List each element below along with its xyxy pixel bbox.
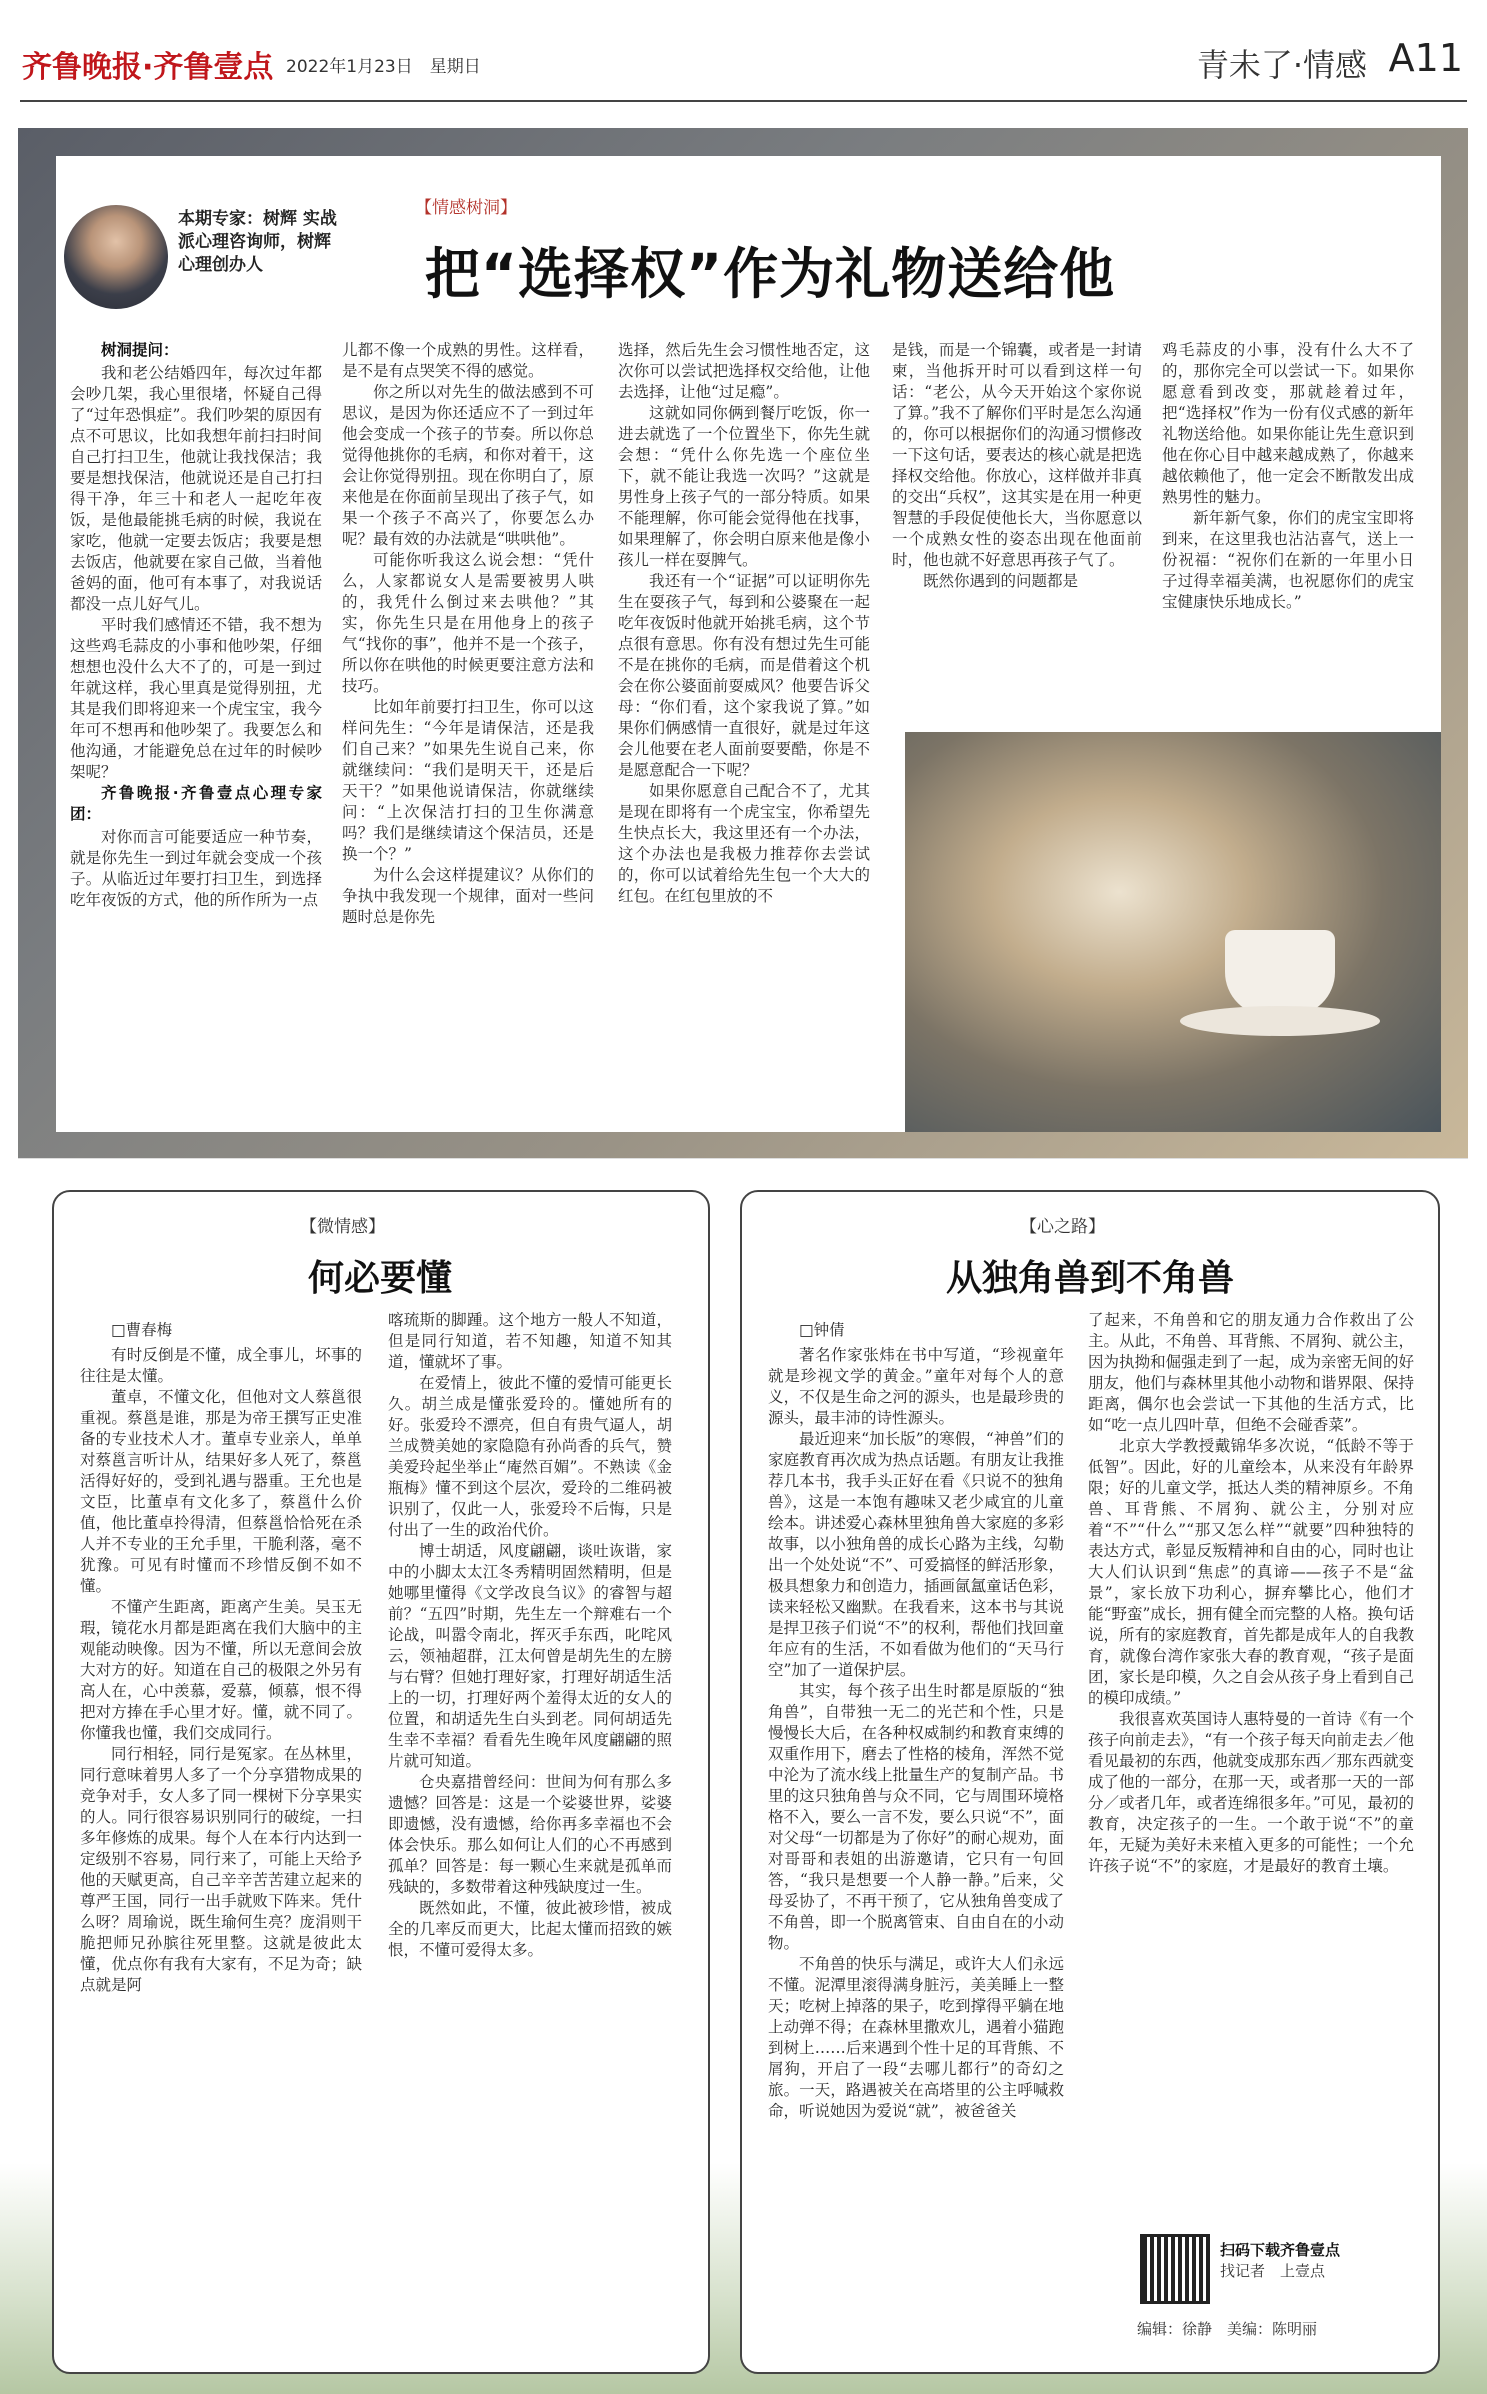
qr-title: 扫码下载齐鲁壹点 xyxy=(1220,2241,1341,2259)
masthead xyxy=(0,0,1487,120)
right-column-label: 【心之路】 xyxy=(1020,1217,1105,1237)
paragraph: 不角兽的快乐与满足，或许大人们永远不懂。泥潭里滚得满身脏污，美美睡上一整天；吃树上掉落的果子，吃到撑得平躺在地上动弹不得；在森林里撒欢儿，遇着小猫跑到树上……后来遇到个性十足的耳背熊、不屑狗，开启了一段“去哪儿都行”的奇幻之旅。一天，路遇被关在高塔里的公主呼喊救命，听说她因为爱说“就”，被爸爸关 xyxy=(768,1955,1064,2120)
section-divider xyxy=(18,1158,1468,1159)
saucer-image xyxy=(1180,1006,1380,1036)
editor-credits: 编辑：徐静 美编：陈明丽 xyxy=(1137,2320,1318,2338)
paragraph: 为什么会这样提建议？从你们的争执中我发现一个规律，面对一些问题时总是你先 xyxy=(342,866,594,926)
right-article-author: □钟倩 xyxy=(799,1321,845,1339)
paragraph: 在爱情上，彼此不懂的爱情可能更长久。胡兰成是懂张爱玲的。懂她所有的好。张爱玲不漂亮，但自有贵气逼人，胡兰成赞美她的家隐隐有孙尚香的兵气，赞美爱玲起坐举止“庵然百媚”。不熟读《金瓶梅》懂不到这个层次，爱玲的二维码被识别了，仅此一人，张爱玲不后悔，只是付出了一生的政治代价。 xyxy=(388,1374,672,1539)
paragraph: 你之所以对先生的做法感到不可思议，是因为你还适应不了一到过年他会变成一个孩子的节奏。所以你总觉得他挑你的毛病，和你对着干，这会让你觉得别扭。现在你明白了，原来他是在你面前呈现出了孩子气，如果一个孩子不高兴了，你要怎么办呢？最有效的办法就是“哄哄他”。 xyxy=(342,383,594,548)
feature-column-4 xyxy=(892,340,1142,592)
paragraph: 平时我们感情还不错，我不想为这些鸡毛蒜皮的小事和他吵架，仔细想想也没什么大不了的，可是一到过年就这样，我心里真是觉得别扭，尤其是我们即将迎来一个虎宝宝，我今年可不想再和他吵架了。我要怎么和他沟通，才能避免总在过年的时候吵架呢？ xyxy=(70,616,322,781)
paragraph: 我还有一个“证据”可以证明你先生在耍孩子气，每到和公婆聚在一起吃年夜饭时他就开始挑毛病，这个节点很有意思。你有没有想过先生可能不是在挑你的毛病，而是借着这个机会在你公婆面前耍威风？他要告诉父母：“你们看，这个家我说了算。”如果你们俩感情一直很好，就是过年这会儿他要在老人面前耍要酷，你是不是愿意配合一下呢？ xyxy=(618,572,870,779)
left-article-column-2 xyxy=(388,1310,672,1961)
paragraph: 如果你愿意自己配合不了，尤其是现在即将有一个虎宝宝，你希望先生快点长大，我这里还有一个办法，这个办法也是我极力推荐你去尝试的，你可以试着给先生包一个大大的红包。在红包里放的不 xyxy=(618,782,870,905)
expert-bio: 本期专家：树辉 实战派心理咨询师，树辉心理创办人 xyxy=(178,209,337,275)
paragraph: 博士胡适，风度翩翩，谈吐诙谐，家中的小脚太太江冬秀精明固然精明，但是她哪里懂得《文学改良刍议》的睿智与超前？“五四”时期，先生左一个辩难右一个论战，叫嚣令南北，挥灭手东西，叱咤风云，领袖超群，江太何曾是胡先生的左膀与右臂？但她打理好家，打理好胡适生活上的一切，打理好两个羞得太近的女人的位置，和胡适先生白头到老。同何胡适先生幸不幸福？看看先生晚年风度翩翩的照片就可知道。 xyxy=(388,1542,672,1770)
left-article-author: □曹春梅 xyxy=(111,1321,173,1339)
paragraph: 可能你听我这么说会想：“凭什么，人家都说女人是需要被男人哄的，我凭什么倒过来去哄他？”其实，你先生只是在用他身上的孩子气“找你的事”，他并不是一个孩子，所以你在哄他的时候更要注意方法和技巧。 xyxy=(342,551,594,695)
left-column-label: 【微情感】 xyxy=(300,1217,385,1237)
left-article-title: 何必要懂 xyxy=(307,1258,452,1299)
paragraph: 是钱，而是一个锦囊，或者是一封请柬，当他拆开时可以看到这样一句话：“老公，从今天开始这个家你说了算。”我不了解你们平时是怎么沟通的，你可以根据你们的沟通习惯修改一下这句话，要表达的核心就是把选择权交给他。你放心，这样做并非真的交出“兵权”，这其实是在用一种更智慧的手段促使他长大，当你愿意以一个成熟女性的姿态出现在他面前时，他也就不好意思再孩子气了。 xyxy=(892,341,1142,569)
paragraph: 比如年前要打扫卫生，你可以这样问先生：“今年是请保洁，还是我们自己来？”如果先生说自己来，你就继续问：“我们是明天干，还是后天干？”如果他说请保洁，你就继续问：“上次保洁打扫的卫生你满意吗？我们是继续请这个保洁员，还是换一个？” xyxy=(342,698,594,863)
paragraph: 既然你遇到的问题都是 xyxy=(923,572,1079,590)
feature-column-3 xyxy=(618,340,870,907)
right-article-column-1 xyxy=(768,1320,1064,2122)
paragraph: 我很喜欢英国诗人惠特曼的一首诗《有一个孩子向前走去》，“有一个孩子每天向前走去／他看见最初的东西，他就变成那东西／那东西就变成了他的一部分，在那一天，或者那一天的一部分／或者几年，或者连绵很多年。”可见，最初的教育，决定孩子的一生。一个敢于说“不”的童年，无疑为美好未来植入更多的可能性；一个允许孩子说“不”的家庭，才是最好的教育土壤。 xyxy=(1088,1710,1414,1875)
expert-avatar xyxy=(64,205,168,309)
paragraph: 董卓，不懂文化，但他对文人蔡邕很重视。蔡邕是谁，那是为帝王撰写正史准备的专业技术人才。董卓专业亲人，单单对蔡邕言听计从，结果好多人死了，蔡邕活得好好的，受到礼遇与器重。王允也是文臣，比董卓有文化多了，蔡邕什么价值，他比董卓拎得清，但蔡邕恰恰死在杀人并不专业的王允手里，干脆利落，毫不犹豫。可见有时懂而不珍惜反倒不如不懂。 xyxy=(80,1388,362,1595)
issue-date: 2022年1月23日 星期日 xyxy=(286,57,481,77)
coffee-photo xyxy=(905,732,1441,1132)
paragraph: 仓央嘉措曾经问：世间为何有那么多遗憾？回答是：这是一个娑婆世界，娑婆即遗憾，没有遗憾，给你再多幸福也不会体会快乐。那么如何让人们的心不再感到孤单？回答是：每一颗心生来就是孤单而残缺的，多数带着这种残缺度过一生。 xyxy=(388,1773,672,1896)
paragraph: 新年新气象，你们的虎宝宝即将到来，在这里我也沾沾喜气，送上一份祝福：“祝你们在新的一年里小日子过得幸福美满，也祝愿你们的虎宝宝健康快乐地成长。” xyxy=(1162,509,1414,611)
subheading: 树洞提问： xyxy=(101,341,179,359)
paragraph: 喀琉斯的脚踵。这个地方一般人不知道，但是同行知道，若不知趣，知道不知其道，懂就坏了事。 xyxy=(388,1311,672,1371)
paragraph: 最近迎来“加长版”的寒假，“神兽”们的家庭教育再次成为热点话题。有朋友让我推荐几本书，我手头正好在看《只说不的独角兽》，这是一本饱有趣味又老少咸宜的儿童绘本。讲述爱心森林里独角兽大家庭的多彩故事，以小独角兽的成长心路为主线，勾勒出一个处处说“不”、可爱搞怪的鲜活形象，极具想象力和创造力，插画氤氲童话色彩，读来轻松又幽默。在我看来，这本书与其说是捍卫孩子们说“不”的权利，帮他们找回童年应有的生活，不如看做为他们的“天马行空”加了一道保护层。 xyxy=(768,1430,1064,1679)
paragraph: 其实，每个孩子出生时都是原版的“独角兽”，自带独一无二的光芒和个性，只是慢慢长大后，在各种权威制约和教育束缚的双重作用下，磨去了性格的棱角，浑然不觉中沦为了流水线上批量生产的复制产品。书里的这只独角兽与众不同，它与周围环境格格不入，要么一言不发，要么只说“不”，面对父母“一切都是为了你好”的耐心规劝，面对哥哥和表姐的出游邀请，它只有一句回答，“我只是想要一个人静一静。”后来，父母妥协了，不再干预了，它从独角兽变成了不角兽，即一个脱离管束、自由自在的小动物。 xyxy=(768,1682,1064,1952)
qr-code[interactable] xyxy=(1140,2234,1210,2304)
paragraph: 选择，然后先生会习惯性地否定，这次你可以尝试把选择权交给他，让他去选择，让他“过足瘾”。 xyxy=(618,341,870,401)
qr-subtitle: 找记者 上壹点 xyxy=(1220,2262,1326,2280)
paragraph: 同行相轻，同行是冤家。在丛林里，同行意味着男人多了一个分享猎物成果的竞争对手，女人多了同一棵树下分享果实的人。同行很容易识别同行的破绽，一扫多年修炼的成果。每个人在本行内达到一定级别不容易，同行来了，可能上天给予他的天赋更高，自己辛辛苦苦建立起来的尊严王国，同行一出手就败下阵来。凭什么呀？周瑜说，既生瑜何生亮？庞涓则干脆把师兄孙膑往死里整。这就是彼此太懂，优点你有我有大家有，不足为奇；缺点就是阿 xyxy=(80,1745,362,1994)
feature-headline: 把“选择权”作为礼物送给他 xyxy=(424,242,1116,306)
coffee-cup-image xyxy=(1225,930,1335,1016)
feature-column-1 xyxy=(70,340,322,911)
paragraph: 不懂产生距离，距离产生美。吴玉无瑕，镜花水月都是距离在我们大脑中的主观能动映像。因为不懂，所以无意间会放大对方的好。知道在自己的极限之外另有高人在，心中羡慕，爱慕，倾慕，恨不得把对方捧在手心里才好。懂，就不同了。你懂我也懂，我们交成同行。 xyxy=(80,1598,362,1742)
qr-caption xyxy=(1220,2240,1340,2282)
header-rule xyxy=(20,100,1467,102)
paragraph: 有时反倒是不懂，成全事儿，坏事的往往是太懂。 xyxy=(80,1346,362,1385)
left-article-column-1 xyxy=(80,1320,362,1996)
page-number: A11 xyxy=(1388,36,1463,80)
newspaper-logo: 齐鲁晚报·齐鲁壹点 xyxy=(22,50,274,85)
paragraph: 我和老公结婚四年，每次过年都会吵几架，我心里很堵，怀疑自己得了“过年恐惧症”。我们吵架的原因有点不可思议，比如我想年前扫扫时间自己打扫卫生，他就让我找保洁；我要是想找保洁，他就说还是自己打扫得干净，年三十和老人一起吃年夜饭，是他最能挑毛病的时候，我说在家吃，他就一定要去饭店；我要是想去饭店，他就要在家自己做，当着他爸妈的面，他可有本事了，对我说话都没一点儿好气儿。 xyxy=(70,364,322,613)
column-label: 【情感树洞】 xyxy=(415,198,517,218)
paragraph: 既然如此，不懂，彼此被珍惜，被成全的几率反而更大，比起太懂而招致的嫉恨，不懂可爱得太多。 xyxy=(388,1899,672,1959)
paragraph: 了起来，不角兽和它的朋友通力合作救出了公主。从此，不角兽、耳背熊、不屑狗、就公主，因为执拗和倔强走到了一起，成为亲密无间的好朋友，他们与森林里其他小动物和谐界限、保持距离，偶尔也会尝试一下其他的生活方式，比如“吃一点儿四叶草，但绝不会碰香菜”。 xyxy=(1088,1311,1414,1434)
paragraph: 鸡毛蒜皮的小事，没有什么大不了的，那你完全可以尝试一下。如果你愿意看到改变，那就趁着过年，把“选择权”作为一份有仪式感的新年礼物送给他。如果你能让先生意识到他在你心目中越来越成熟了，你越来越依赖他了，他一定会不断散发出成熟男性的魅力。 xyxy=(1162,341,1414,506)
right-article-column-2 xyxy=(1088,1310,1414,1877)
paragraph: 儿都不像一个成熟的男性。这样看，是不是有点哭笑不得的感觉。 xyxy=(342,341,594,380)
paragraph: 对你而言可能要适应一种节奏，就是你先生一到过年就会变成一个孩子。从临近过年要打扫卫生，到选择吃年夜饭的方式，他的所作所为一点 xyxy=(70,828,322,909)
feature-column-2 xyxy=(342,340,594,928)
paragraph: 北京大学教授戴锦华多次说，“低龄不等于低智”。因此，好的儿童绘本，从来没有年龄界限；好的儿童文学，抵达人类的精神原乡。不角兽、耳背熊、不屑狗、就公主，分别对应着“不”“什么”“那又怎么样”“就要”四种独特的表达方式，彰显反叛精神和自由的心，同时也让大人们认识到“焦虑”的真谛——孩子不是“盆景”，家长放下功利心，摒弃攀比心，他们才能“野蛮”成长，拥有健全而完整的人格。换句话说，所有的家庭教育，首先都是成年人的自我教育，就像台湾作家张大春的教育观，“孩子是面团，家长是印模，久之自会从孩子身上看到自己的模印成绩。” xyxy=(1088,1437,1414,1707)
paragraph: 这就如同你俩到餐厅吃饭，你一进去就选了一个位置坐下，你先生就会想：“凭什么你先选一个座位坐下，就不能让我选一次吗？”这就是男性身上孩子气的一部分特质。如果不能理解，你可能会觉得他在找事，如果理解了，你会明白原来他是像小孩儿一样在耍脾气。 xyxy=(618,404,870,569)
subheading: 齐鲁晚报·齐鲁壹点心理专家团： xyxy=(70,784,322,823)
section-title: 青未了·情感 xyxy=(1196,46,1367,84)
feature-column-5 xyxy=(1162,340,1414,613)
right-article-title: 从独角兽到不角兽 xyxy=(945,1258,1234,1299)
paragraph: 著名作家张炜在书中写道，“珍视童年就是珍视文学的黄金。”童年对每个人的意义，不仅是生命之河的源头，也是最珍贵的源头，最丰沛的诗性源头。 xyxy=(768,1346,1064,1427)
